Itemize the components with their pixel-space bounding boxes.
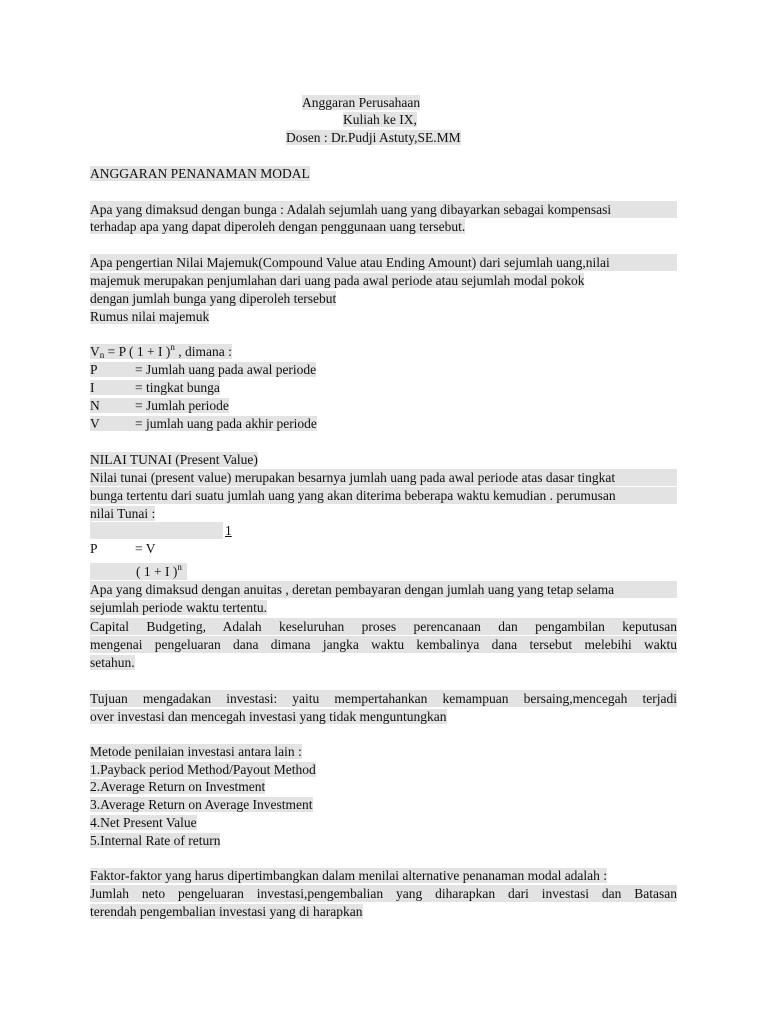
metode-item-5: 5.Internal Rate of return xyxy=(90,833,221,848)
faktor-line-3: terendah pengembalian investasi yang di harapkan xyxy=(90,904,363,919)
nilai-tunai-line-2: bunga tertentu dari suatu jumlah uang yang akan diterima beberapa waktu kemudian . perumusan xyxy=(90,487,677,504)
lecture-number: Kuliah ke IX, xyxy=(343,112,417,127)
document-title: Anggaran Perusahaan xyxy=(302,95,421,110)
pv-denominator: ( 1 + I )$^n$ xyxy=(90,563,187,580)
nilai-tunai-line-1: Nilai tunai (present value) merupakan besarnya jumlah uang pada awal periode atas dasar tingkat xyxy=(90,469,677,486)
formula-def-i: I = tingkat bunga xyxy=(90,380,220,395)
numerator-shade xyxy=(90,522,223,539)
anuitas-line-2: sejumlah periode waktu tertentu. xyxy=(90,600,267,615)
formula-def-n: N = Jumlah periode xyxy=(90,398,229,413)
faktor-line-1: Faktor-faktor yang harus dipertimbangkan dalam menilai alternative penanaman modal adalah : xyxy=(90,868,608,883)
faktor-line-2: Jumlah neto pengeluaran investasi,pengembalian yang diharapkan dari investasi dan Batasan xyxy=(90,886,677,901)
rumus-label: Rumus nilai majemuk xyxy=(90,309,210,324)
section-heading: ANGGARAN PENANAMAN MODAL xyxy=(90,166,310,181)
majemuk-line-3: dengan jumlah bunga yang diperoleh tersebut xyxy=(90,291,337,306)
majemuk-line-1: Apa pengertian Nilai Majemuk(Compound Value atau Ending Amount) dari sejumlah uang,nilai xyxy=(90,254,677,271)
capital-line-2: mengenai pengeluaran dana dimana jangka waktu kembalinya dana tersebut melebihi waktu xyxy=(90,637,677,652)
capital-line-1: Capital Budgeting, Adalah keseluruhan proses perencanaan dan pengambilan keputusan xyxy=(90,619,677,634)
anuitas-line-1: Apa yang dimaksud dengan anuitas , deretan pembayaran dengan jumlah uang yang tetap selama xyxy=(90,581,677,598)
metode-item-3: 3.Average Return on Average Investment xyxy=(90,797,313,812)
metode-item-2: 2.Average Return on Investment xyxy=(90,779,266,794)
nilai-tunai-heading: NILAI TUNAI (Present Value) xyxy=(90,452,258,467)
capital-line-3: setahun. xyxy=(90,655,135,670)
compound-formula: $V_n = P$ ( 1 + I )$^n$ , dimana : xyxy=(90,342,232,360)
metode-item-4: 4.Net Present Value xyxy=(90,815,197,830)
formula-def-p: P = Jumlah uang pada awal periode xyxy=(90,362,317,377)
lecturer-name: Dosen : Dr.Pudji Astuty,SE.MM xyxy=(286,130,461,145)
majemuk-line-2: majemuk merupakan penjumlahan dari uang pada awal periode atau sejumlah modal pokok xyxy=(90,273,585,288)
tujuan-line-1: Tujuan mengadakan investasi: yaitu mempertahankan kemampuan bersaing,mencegah terjadi xyxy=(90,691,677,706)
bunga-line-1: Apa yang dimaksud dengan bunga : Adalah sejumlah uang yang dibayarkan sebagai kompensasi xyxy=(90,201,677,218)
metode-heading: Metode penilaian investasi antara lain : xyxy=(90,744,302,759)
pv-p-label: P xyxy=(90,541,98,556)
bunga-line-2: terhadap apa yang dapat diperoleh dengan penggunaan uang tersebut. xyxy=(90,219,466,234)
tujuan-line-2: over investasi dan mencegah investasi yang tidak menguntungkan xyxy=(90,709,447,724)
metode-item-1: 1.Payback period Method/Payout Method xyxy=(90,762,316,777)
formula-def-v: V = jumlah uang pada akhir periode xyxy=(90,416,317,431)
nilai-tunai-line-3: nilai Tunai : xyxy=(90,506,156,521)
pv-numerator: 1 xyxy=(225,523,232,538)
pv-equals-v: = V xyxy=(135,541,156,556)
